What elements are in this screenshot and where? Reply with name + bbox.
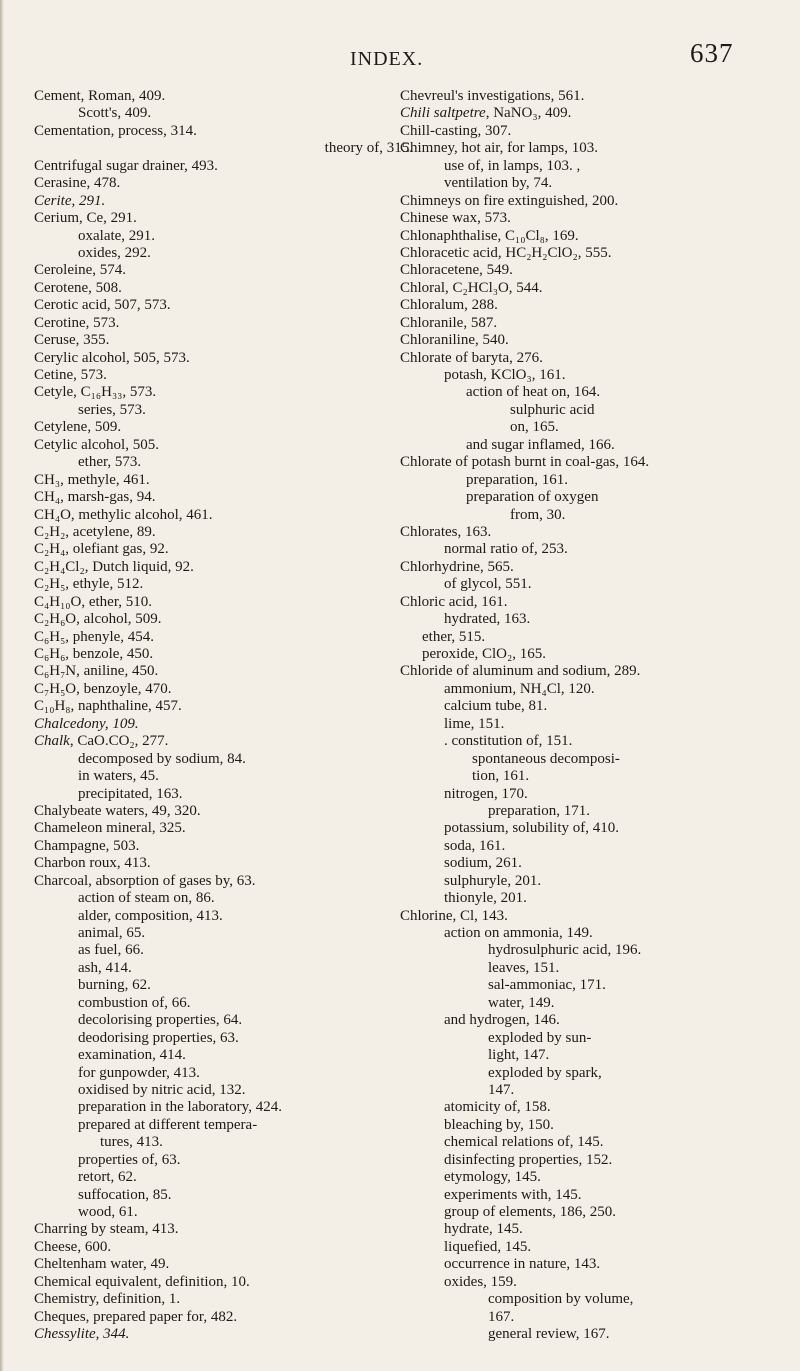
index-entry: general review, 167. [488,1326,610,1343]
index-entry: ether, 515. [422,628,486,645]
index-entry: occurrence in nature, 143. [444,1256,601,1273]
index-entry: Ceruse, 355. [34,332,110,349]
index-entry: group of elements, 186, 250. [444,1204,617,1220]
index-entry: Cementation, process, 314. [34,122,197,139]
index-entry: action on ammonia, 149. [444,925,593,941]
index-entry: action of steam on, 86. [78,890,215,907]
index-entry: light, 147. [488,1047,550,1064]
index-entry: 147. [488,1081,515,1098]
index-entry: and sugar inflamed, 166. [466,436,615,453]
index-entry: hydrate, 145. [444,1221,523,1238]
index-entry: Chlorates, 163. [400,523,492,540]
index-entry: CH₄O, methylic alcohol, 461. [34,506,213,523]
index-entry: burning, 62. [78,977,151,994]
index-entry-head: Chili saltpetre [400,105,486,122]
index-entry: as fuel, 66. [78,942,144,959]
index-entry: Chameleon mineral, 325. [34,820,186,837]
index-entry: sulphuric acid [510,401,595,418]
index-entry: Chinese wax, 573. [400,210,511,227]
index-entry: sulphuryle, 201. [444,872,542,889]
index-entry: Cetylene, 509. [34,419,122,436]
index-entry: Cerylic alcohol, 505, 573. [34,349,190,366]
index-entry: deodorising properties, 63. [78,1029,239,1046]
index-entry: potassium, solubility of, 410. [444,820,620,837]
index-entry: Chessylite, 344. [34,1326,130,1343]
index-entry: Cerotic acid, 507, 573. [34,297,171,314]
index-entry: Chlonaphthalise, C₁₀Cl₈, 169. [400,227,579,244]
index-entry: on, 165. [510,419,559,436]
index-entry: potash, KClO₃, 161. [444,367,566,383]
index-entry: Chloral, C₂HCl₃O, 544. [400,279,543,296]
index-entry: Cetylic alcohol, 505. [34,436,159,453]
index-entry: Charbon roux, 413. [34,855,151,872]
index-entry: Charring by steam, 413. [34,1221,179,1238]
index-entry: oxidised by nitric acid, 132. [78,1081,246,1098]
index-entry: animal, 65. [78,925,146,941]
index-entry: normal ratio of, 253. [444,541,568,558]
index-entry: exploded by spark, [488,1064,602,1081]
index-entry: Cheques, prepared paper for, 482. [34,1308,238,1325]
index-entry: Chloracetic acid, HC₂H₂ClO₂, 555. [400,244,612,261]
index-entry: Cerium, Ce, 291. [34,210,137,227]
index-entry: Chloranile, 587. [400,314,498,331]
index-entry: combustion of, 66. [78,994,191,1011]
index-entry: suffocation, 85. [78,1186,172,1203]
index-entry: etymology, 145. [444,1169,541,1186]
index-entry: sodium, 261. [444,855,522,872]
index-entry: C₇H₅O, benzoyle, 470. [34,680,172,697]
index-entry: C₁₀H₈, naphthaline, 457. [34,698,182,715]
index-entry: Chemical equivalent, definition, 10. [34,1273,250,1290]
index-entry: Chimneys on fire extinguished, 200. [400,192,619,209]
index-entry: liquefied, 145. [444,1238,532,1255]
index-entry: prepared at different tempera- [78,1116,258,1133]
index-entry: hydrated, 163. [444,611,531,628]
index-entry: Chemistry, definition, 1. [34,1291,181,1308]
index-entry: preparation in the laboratory, 424. [78,1099,282,1116]
index-entry: tures, 413. [100,1134,163,1151]
index-entry: preparation, 161. [466,471,569,488]
index-entry: Chlorine, Cl, 143. [400,907,508,924]
index-entry: C₂H₄Cl₂, Dutch liquid, 92. [34,558,194,575]
index-entry: precipitated, 163. [78,785,183,802]
index-entry: ether, 573. [78,454,142,471]
index-entry: examination, 414. [78,1047,186,1064]
index-entry: bleaching by, 150. [444,1116,554,1133]
index-entry: . constitution of, 151. [444,733,573,750]
index-entry: soda, 161. [444,837,506,854]
index-entry: experiments with, 145. [444,1186,582,1203]
index-entry: C₂H₄, olefiant gas, 92. [34,541,169,558]
index-entry: Cetyle, C₁₆H₃₃, 573. [34,384,157,401]
index-column-right [400,88,785,1344]
index-entry: preparation, 171. [488,802,591,819]
index-entry: of glycol, 551. [444,576,532,593]
index-entry: Cetine, 573. [34,367,107,383]
index-entry: from, 30. [510,506,566,523]
index-entry-head: Chalk [34,733,70,750]
index-entry: Cerasine, 478. [34,175,121,192]
index-entry: Chalybeate waters, 49, 320. [34,802,201,819]
index-entry: in waters, 45. [78,768,159,785]
index-entry: leaves, 151. [488,959,560,976]
index-entry: Cheltenham water, 49. [34,1256,170,1273]
index-entry: use of, in lamps, 103. , [444,157,581,174]
index-entry: chemical relations of, 145. [444,1134,604,1151]
index-entry: oxides, 159. [444,1273,517,1290]
index-entry: ventilation by, 74. [444,175,553,192]
index-entry: C₂H₆O, alcohol, 509. [34,611,162,628]
index-entry: Chlorate of baryta, 276. [400,349,543,366]
index-entry: for gunpowder, 413. [78,1064,200,1081]
index-entry: 167. [488,1308,515,1325]
index-entry: Charcoal, absorption of gases by, 63. [34,872,256,889]
index-entry: Centrifugal sugar drainer, 493. [34,157,218,174]
index-entry: alder, composition, 413. [78,907,223,924]
index-entry: Cement, Roman, 409. [34,88,166,104]
index-entry: wood, 61. [78,1204,138,1220]
index-entry: hydrosulphuric acid, 196. [488,942,642,959]
index-entry: properties of, 63. [78,1151,181,1168]
index-entry: preparation of oxygen [466,489,599,506]
index-entry: Chalcedony, 109. [34,715,139,732]
index-entry: oxalate, 291. [78,227,156,244]
index-entry: sal-ammoniac, 171. [488,977,606,994]
index-column-left [34,88,419,1344]
index-entry: series, 573. [78,401,146,418]
index-entry: Cerotene, 508. [34,279,122,296]
index-entry: Chimney, hot air, for lamps, 103. [400,140,598,157]
index-entry: tion, 161. [472,768,530,785]
index-entry: theory of, 315. [324,140,413,157]
index-entry: spontaneous decomposi- [472,750,620,767]
index-entry: Chevreul's investigations, 561. [400,88,585,104]
index-entry: water, 149. [488,994,555,1011]
index-entry: C₆H₅, phenyle, 454. [34,628,155,645]
index-entry: Cerotine, 573. [34,314,120,331]
index-entry: composition by volume, [488,1291,634,1308]
index-entry: Champagne, 503. [34,837,140,854]
index-entry: ammonium, NH₄Cl, 120. [444,680,595,697]
index-entry: retort, 62. [78,1169,137,1186]
index-entry: and hydrogen, 146. [444,1012,560,1029]
page-number: 637 [690,38,734,68]
index-entry: Chloric acid, 161. [400,593,508,610]
index-entry: Chlorate of potash burnt in coal-gas, 164. [400,454,650,471]
index-entry: disinfecting properties, 152. [444,1151,613,1168]
page-edge [0,0,4,1371]
page-header [0,38,800,84]
index-entry: C₂H₂, acetylene, 89. [34,523,156,540]
index-entry: oxides, 292. [78,244,151,261]
index-entry: decomposed by sodium, 84. [78,750,246,767]
index-entry: Chloride of aluminum and sodium, 289. [400,663,641,680]
index-entry: C₆H₆, benzole, 450. [34,646,154,662]
index-entry: exploded by sun- [488,1029,592,1046]
index-entry: ash, 414. [78,959,132,976]
index-entry: decolorising properties, 64. [78,1012,243,1029]
index-entry: Scott's, 409. [78,105,152,122]
index-entry: Cerite, 291. [34,192,106,209]
index-entry: action of heat on, 164. [466,384,601,401]
index-entry: Chloracetene, 549. [400,262,513,279]
index-entry: atomicity of, 158. [444,1099,551,1116]
index-entry: Chloraniline, 540. [400,332,509,349]
index-entry: Cheese, 600. [34,1238,112,1255]
index-entry: calcium tube, 81. [444,698,548,715]
index-entry: Chlorhydrine, 565. [400,558,514,575]
index-entry: Chalk, CaO.CO₂, 277. [34,733,169,750]
index-entry: C₂H₅, ethyle, 512. [34,576,144,593]
index-entry: Chili saltpetre, NaNO₃, 409. [400,105,572,122]
index-entry: C₄H₁₀O, ether, 510. [34,593,152,610]
index-entry: thionyle, 201. [444,890,527,907]
index-entry: CH₃, methyle, 461. [34,471,150,488]
running-title: INDEX. [350,48,424,70]
index-entry: CH₄, marsh-gas, 94. [34,489,156,506]
index-entry: Chloralum, 288. [400,297,498,314]
index-entry: lime, 151. [444,715,505,732]
index-entry: peroxide, ClO₂, 165. [422,646,546,662]
index-entry: Chill-casting, 307. [400,122,512,139]
index-entry: nitrogen, 170. [444,785,528,802]
index-entry: C₆H₇N, aniline, 450. [34,663,159,680]
index-entry: Ceroleine, 574. [34,262,127,279]
